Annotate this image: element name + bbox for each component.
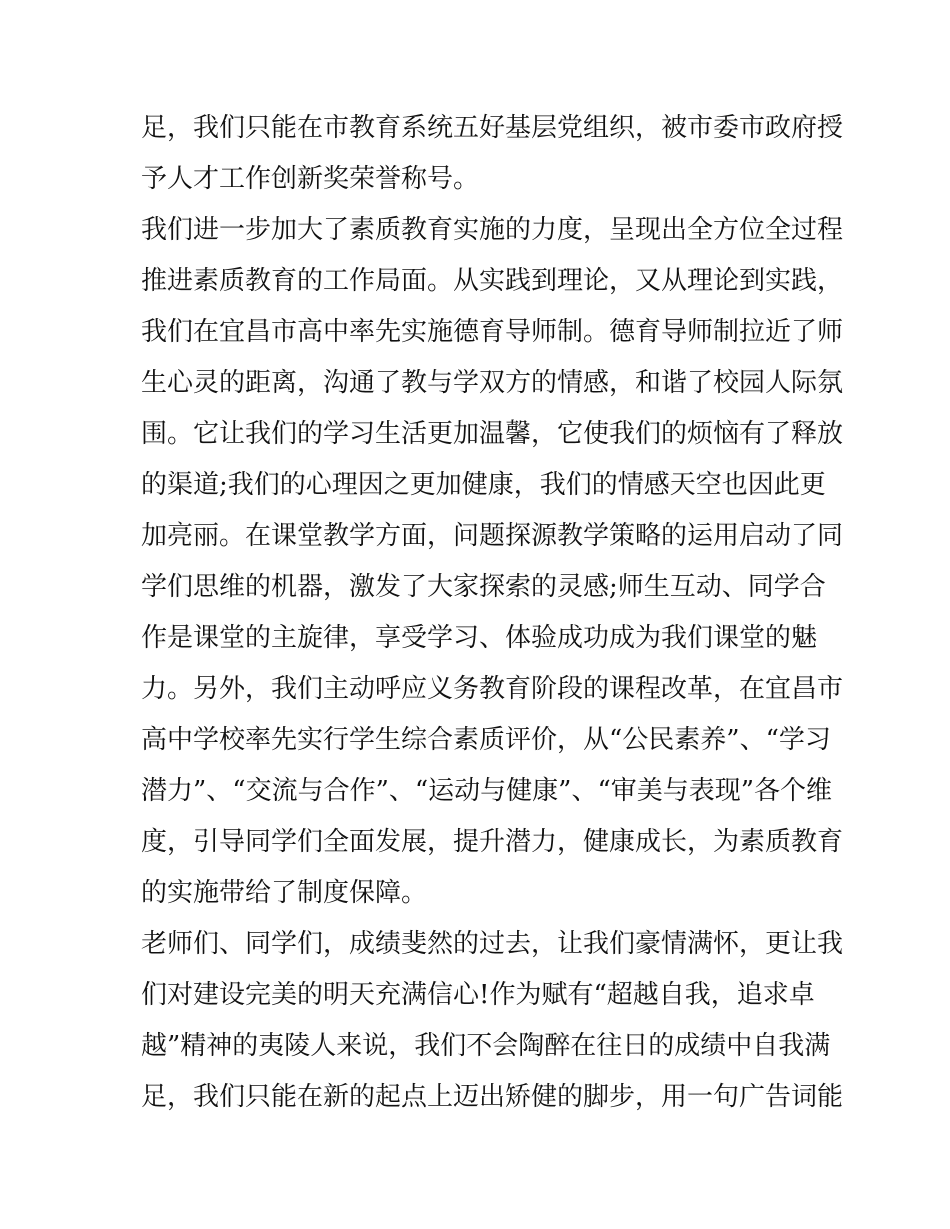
document-body <box>141 103 844 1123</box>
text-line: 我们进一步加大了素质教育实施的力度，呈现出全方位全过程 <box>141 215 844 245</box>
text-line: 的渠道;我们的心理因之更加健康，我们的情感天空也因此更 <box>141 470 826 500</box>
text-line: 潜力”、“交流与合作”、“运动与健康”、“审美与表现”各个维 <box>141 776 833 806</box>
text-line: 我们在宜昌市高中率先实施德育导师制。德育导师制拉近了师 <box>141 317 844 347</box>
text-line: 的实施带给了制度保障。 <box>141 878 428 908</box>
text-line: 老师们、同学们，成绩斐然的过去，让我们豪情满怀，更让我 <box>141 929 844 959</box>
text-line: 度，引导同学们全面发展，提升潜力，健康成长，为素质教育 <box>141 827 844 857</box>
text-line: 们对建设完美的明天充满信心!作为赋有“超越自我，追求卓 <box>141 980 815 1010</box>
text-line: 予人才工作创新奖荣誉称号。 <box>141 164 480 194</box>
text-line: 加亮丽。在课堂教学方面，问题探源教学策略的运用启动了同 <box>141 521 844 551</box>
text-line: 足，我们只能在市教育系统五好基层党组织，被市委市政府授 <box>141 113 844 143</box>
text-line: 作是课堂的主旋律，享受学习、体验成功成为我们课堂的魅 <box>141 623 818 653</box>
text-line: 力。另外，我们主动呼应义务教育阶段的课程改革，在宜昌市 <box>141 674 844 704</box>
text-line: 足，我们只能在新的起点上迈出矫健的脚步，用一句广告词能 <box>141 1082 844 1112</box>
text-line: 围。它让我们的学习生活更加温馨，它使我们的烦恼有了释放 <box>141 419 844 449</box>
text-line: 推进素质教育的工作局面。从实践到理论，又从理论到实践， <box>141 266 844 296</box>
text-line: 高中学校率先实行学生综合素质评价，从“公民素养”、“学习 <box>141 725 831 755</box>
text-line: 越”精神的夷陵人来说，我们不会陶醉在往日的成绩中自我满 <box>141 1031 831 1061</box>
text-line: 学们思维的机器，激发了大家探索的灵感;师生互动、同学合 <box>141 572 826 602</box>
text-line: 生心灵的距离，沟通了教与学双方的情感，和谐了校园人际氛 <box>141 368 844 398</box>
